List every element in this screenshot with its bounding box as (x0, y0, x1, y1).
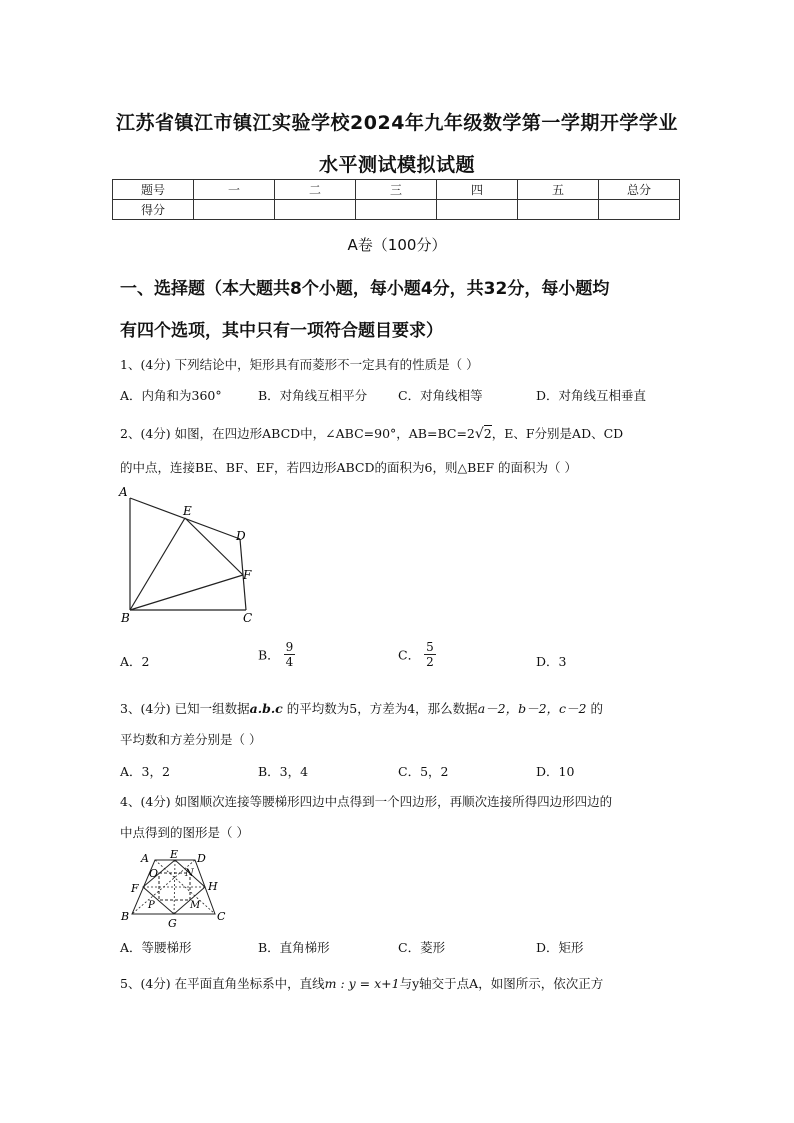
q5-text-line1 (120, 974, 603, 992)
exam-title-line1: 江苏省镇江市镇江实验学校2024年九年级数学第一学期开学学业 (116, 112, 678, 134)
segment-be (130, 518, 185, 610)
score-cell (194, 200, 275, 220)
q2-option-d: D．3 (536, 654, 567, 669)
q2-text-part-b: ，E、F分别是AD、CD (491, 426, 624, 441)
q5-text-part-a: 5、(4分) 在平面直角坐标系中，直线 (120, 976, 325, 991)
score-cell (437, 200, 518, 220)
q3-option-c: C．5，2 (398, 764, 449, 779)
q3-expr: a－2，b－2，c－2 (477, 701, 587, 716)
q1-option-b: B．对角线互相平分 (258, 388, 368, 403)
score-cell: 题号 (113, 180, 194, 200)
q4-option-a: A．等腰梯形 (120, 940, 192, 955)
q2-text-line1 (120, 424, 623, 442)
label-b: B (121, 611, 130, 625)
q1-text: 1、(4分) 下列结论中，矩形具有而菱形不一定具有的性质是（ ） (120, 357, 479, 372)
label-d: D (197, 852, 206, 865)
label-o: O (149, 867, 159, 880)
label-e: E (183, 504, 192, 518)
q2-text-part-a: 2、(4分) 如图，在四边形ABCD中，∠ABC=90°，AB=BC=2 (120, 426, 475, 441)
denominator: 4 (285, 655, 294, 669)
q5-expr: m : y = x+1 (324, 976, 400, 991)
q3-text-part-b: 的平均数为5，方差为4，那么数据 (282, 701, 478, 716)
score-cell: 四 (437, 180, 518, 200)
label-f: F (131, 882, 139, 895)
q4-text-line1: 4、(4分) 如图顺次连接等腰梯形四边中点得到一个四边形，再顺次连接所得四边形四边的 (120, 794, 613, 809)
score-cell (356, 200, 437, 220)
label-h: H (208, 880, 218, 893)
section-a-heading: A卷（100分） (347, 236, 447, 254)
label-d: D (236, 529, 246, 543)
label-p: P (148, 900, 155, 911)
q2-text-line2: 的中点，连接BE、BF、EF，若四边形ABCD的面积为6，则△BEF 的面积为（ ） (120, 460, 577, 475)
q3-option-d: D．10 (536, 764, 575, 779)
label-g: G (168, 917, 177, 930)
score-cell (518, 200, 599, 220)
score-cell (599, 200, 680, 220)
q4-figure (115, 846, 235, 930)
score-cell: 一 (194, 180, 275, 200)
label-n: N (185, 868, 194, 879)
label-m: M (190, 900, 201, 911)
segment-ef (185, 518, 243, 575)
q2-option-c (398, 640, 436, 669)
fraction (284, 640, 296, 669)
label-b: B (121, 910, 130, 923)
q4-option-b: B．直角梯形 (258, 940, 330, 955)
q5-text-part-b: 与y轴交于点A，如图所示，依次正方 (399, 976, 604, 991)
exam-title-line2: 水平测试模拟试题 (318, 154, 475, 176)
q3-text-line2: 平均数和方差分别是（ ） (120, 732, 262, 747)
score-cell: 得分 (113, 200, 194, 220)
q3-option-b: B．3，4 (258, 764, 309, 779)
label-c: C (217, 910, 226, 923)
q3-text-part-c: 的 (586, 701, 603, 716)
q4-option-d: D．矩形 (536, 940, 584, 955)
q2-option-b (258, 640, 295, 669)
label-a: A (119, 485, 128, 499)
score-table (112, 179, 680, 220)
q3-text-part-a: 3、(4分) 已知一组数据 (120, 701, 250, 716)
score-cell: 总分 (599, 180, 680, 200)
score-table-score-row (113, 200, 680, 220)
part1-heading-line2: 有四个选项，其中只有一项符合题目要求） (120, 321, 443, 341)
q1-option-d: D．对角线互相垂直 (536, 388, 647, 403)
diagonal-dashed (174, 860, 175, 914)
q3-text-line1 (120, 699, 603, 717)
label-c: C (243, 611, 253, 625)
denominator: 2 (426, 655, 434, 669)
label-e: E (170, 848, 179, 861)
q1-option-c: C．对角线相等 (398, 388, 483, 403)
q2-option-a: A．2 (120, 654, 150, 669)
q1-option-a: A．内角和为360° (120, 388, 222, 403)
score-cell: 二 (275, 180, 356, 200)
score-table-header-row (113, 180, 680, 200)
score-cell: 五 (518, 180, 599, 200)
q4-text-line2: 中点得到的图形是（ ） (120, 825, 249, 840)
q4-option-c: C．菱形 (398, 940, 446, 955)
score-cell: 三 (356, 180, 437, 200)
sqrt-symbol: √ (474, 426, 484, 442)
q2-option-b-prefix: B． (258, 647, 280, 663)
q2-option-c-prefix: C． (398, 647, 421, 663)
label-a: A (141, 852, 149, 865)
fraction (424, 640, 436, 669)
part1-heading-line1: 一、选择题（本大题共8个小题，每小题4分，共32分，每小题均 (120, 279, 610, 299)
q3-option-a: A．3，2 (120, 764, 170, 779)
numerator: 5 (426, 640, 434, 654)
q2-figure (115, 484, 265, 629)
numerator: 9 (285, 640, 294, 654)
score-cell (275, 200, 356, 220)
q3-vars: a.b.c (249, 701, 283, 716)
label-f: F (243, 568, 252, 582)
segment-bf (130, 575, 243, 610)
q2-sqrt-radicand: 2 (483, 426, 492, 441)
